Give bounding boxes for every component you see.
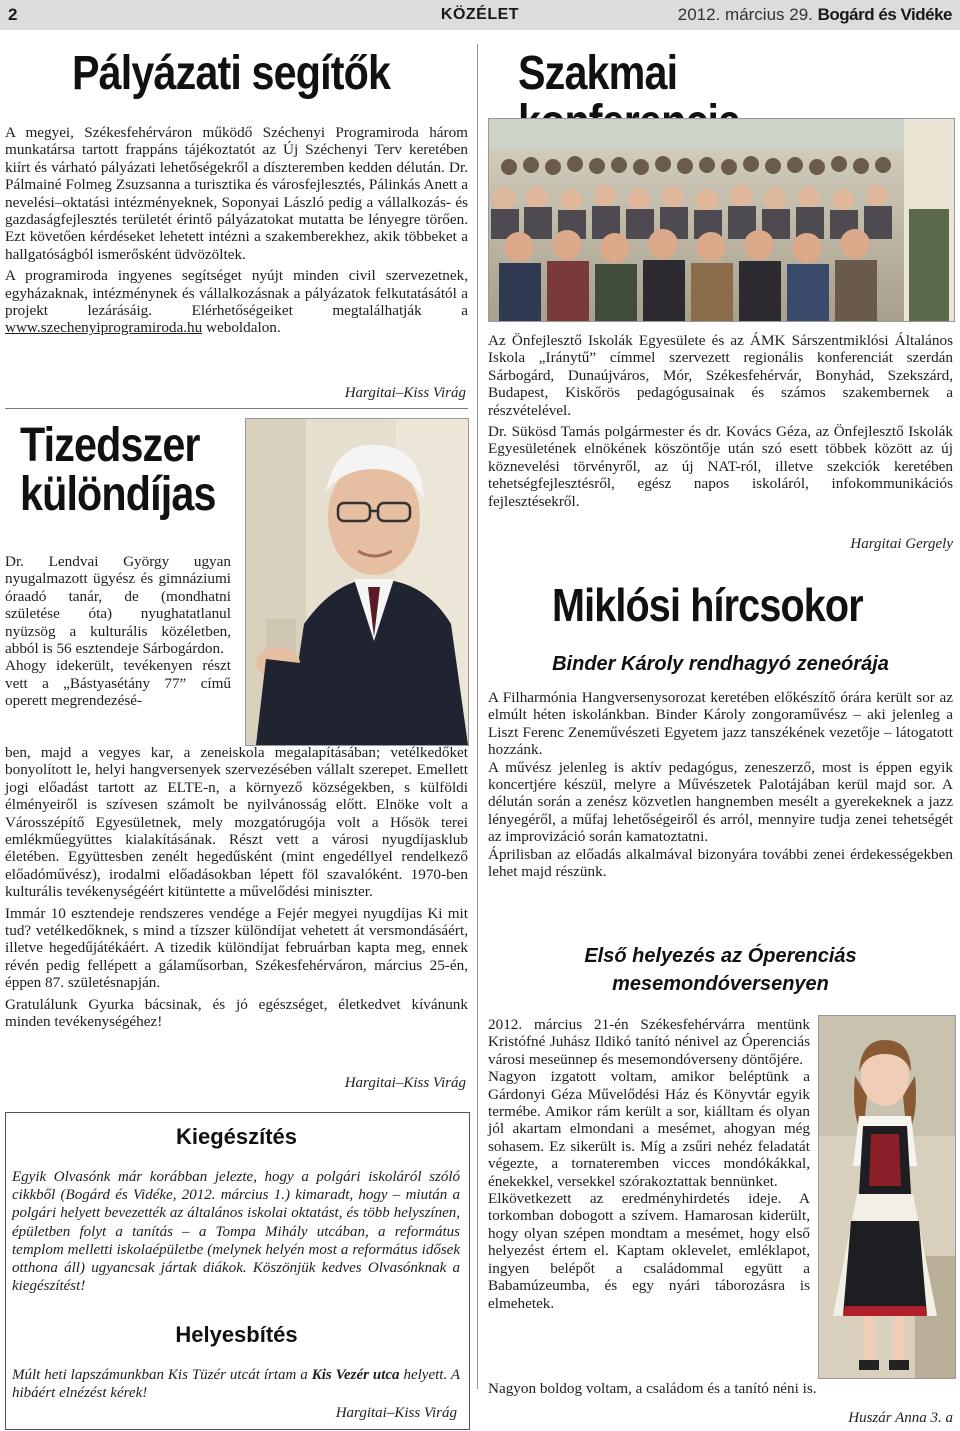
section-rule bbox=[5, 408, 468, 409]
article-body-miklosi bbox=[488, 689, 953, 880]
paragraph: Ahogy idekerült, tevékenyen részt vett a „Bástyasétány 77” című operett megrendezésé- bbox=[5, 657, 231, 710]
author-byline: Hargitai–Kiss Virág bbox=[335, 1405, 457, 1421]
girl-photo bbox=[818, 1015, 956, 1379]
portrait-image bbox=[246, 419, 468, 745]
article-subtitle-binder: Binder Károly rendhagyó zeneórája bbox=[552, 653, 889, 675]
website-link[interactable]: www.szechenyiprogramiroda.hu bbox=[5, 319, 203, 337]
paragraph: Dr. Lendvai György ugyan nyugalmazott ügyész és gimnáziumi óraadó tanár, de (mondhatni születése óta) nyughatatlanul nyüzsög a kulturális közéletben, abból is 56 esztendeje Sárbogárdon. bbox=[5, 553, 231, 658]
paragraph: Dr. Sükösd Tamás polgármester és dr. Kovács Géza, az Önfejlesztő Iskolák Egyesületének elnökének köszöntője után szó esett többek között az új köznevelési törvényről, az új NAT-ról, illetve szekciók keretében tehetségfejlesztésről, egész napos iskoláról, infokommunikációs fejlesztésekről. bbox=[488, 423, 953, 510]
audience-image bbox=[489, 119, 954, 321]
article-title-palyazati: Pályázati segítők bbox=[72, 47, 391, 100]
paragraph: Gratulálunk Gyurka bácsinak, és jó egészséget, életkedvet kívánunk minden tevékenységéhez! bbox=[5, 995, 468, 1031]
box-text-kiegeszites: Egyik Olvasónk már korábban jelezte, hogy a polgári iskoláról szóló cikkből (Bogárd és Vidéke, 2012. március 1.) kimaradt, hogy – miután a polgári helyett bevezették az általános iskolai oktatást, és több helyszínen, épületben folyt a tanítás – a Tompa Mihály utcában, a református templom melletti iskolaépületbe (melynek helyén most a református idősek otthona áll) ugyancsak jártak diákok. Köszönjük kedves Olvasónknak a kiegészítést! bbox=[12, 1169, 460, 1295]
paragraph: Nagyon boldog voltam, a családom és a tanító néni is. bbox=[488, 1380, 817, 1397]
portrait-photo bbox=[245, 418, 469, 746]
paragraph: ben, majd a vegyes kar, a zeneiskola megalapításában; vetélkedőket bonyolított le, helyi hangversenyek szervezésében vállalt szerepet. Emellett jogi előadást tartott az ELTE-n, a környező községekben, s külföldi élményeiről is szívesen számolt be nyilvánosság előtt. Elnöke volt a Városszépítő Egyesületnek, mely mozgatórugója volt a Hősök terei emlékműegyüttes kialakításának. Részt vett a városi nyugdíjasklub életében. Együttesben zenélt hegedűsként (mint engedéllyel rendelkező előadóművész), irodalmi előadásokban lépett föl szavalóként. 1970-ben kulturális tevékenységéért kitüntette a művelődési miniszter. bbox=[5, 744, 468, 901]
box-title-helyesbites: Helyesbítés bbox=[175, 1322, 298, 1347]
corrected-street-name: Kis Vezér utca bbox=[311, 1367, 400, 1383]
paragraph: Áprilisban az előadás alkalmával bizonyára további zenei érdekességekben lehet majd részünk. bbox=[488, 845, 953, 881]
article-body-elso-helyezes bbox=[488, 1016, 810, 1312]
issue-date: 2012. március 29. bbox=[677, 5, 813, 24]
article-body-tizedszer-narrow bbox=[5, 553, 231, 710]
paper-name: Bogárd és Vidéke bbox=[817, 5, 952, 24]
article-title-miklosi: Miklósi hírcsokor bbox=[552, 579, 863, 631]
paragraph: Elkövetkezett az eredményhirdetés ideje. A torkomban dobogott a szívem. Hamarosan kiderült, hogy olyan szépen mondtam a mesémet, hogy első helyezést értem el. Kaptam oklevelet, emléklapot, ingyen belépőt a családommal együtt a Babamúzeumba, és egy nyári táborozásra is elmehetek. bbox=[488, 1190, 810, 1312]
article-body-elso-helyezes-end bbox=[488, 1380, 953, 1397]
page-header bbox=[0, 0, 960, 30]
author-byline: Hargitai Gergely bbox=[850, 536, 953, 552]
page-number: 2 bbox=[8, 5, 18, 24]
header-right bbox=[678, 5, 952, 25]
girl-in-folk-costume-image bbox=[819, 1016, 955, 1378]
paragraph: Immár 10 esztendeje rendszeres vendége a Fejér megyei nyugdíjas Ki mit tud? vetélkedőknek, s mind a tízszer különdíjat vehetett át versmondásáért, illetve hegedűjátékáért. A tizedik különdíjat februárban kapta meg, ennek révén pedig fellépett a gálaműsorban, Székesfehérváron, március 25-én, éppen 87. születésnapján. bbox=[5, 904, 468, 992]
column-divider bbox=[477, 44, 478, 1389]
article-body-palyazati bbox=[5, 124, 468, 337]
article-body-szakmai bbox=[488, 332, 953, 510]
article-title-szakmai: Szakmai bbox=[518, 47, 678, 100]
paragraph: Az Önfejlesztő Iskolák Egyesülete és az ÁMK Sárszentmiklósi Általános Iskola „Iránytű” címmel szervezett regionális konferenciát szerdán Sárbogárd, Dunaújváros, Mór, Székesfehérvár, Bonyhád, Szekszárd, Budapest, Kiskőrös pedagógusainak és számos szakembernek a részvételével. bbox=[488, 332, 953, 419]
box-title-kiegeszites: Kiegészítés bbox=[175, 1124, 298, 1149]
author-byline: Hargitai–Kiss Virág bbox=[344, 1075, 466, 1091]
paragraph: A programiroda ingyenes segítséget nyújt minden civil szervezetnek, egyházaknak, intézménynek és vállalkozásnak a pályázatok felkutatásától a projekt lezárásáig. Elérhetőségeiket megtalálhatják a www.szechenyiprogramiroda.hu weboldalon. bbox=[5, 267, 468, 337]
author-byline: Hargitai–Kiss Virág bbox=[344, 385, 466, 401]
box-text-helyesbites: Múlt heti lapszámunkban Kis Tüzér utcát írtam a Kis Vezér utca helyett. A hibáért elnézést kérek! bbox=[12, 1367, 460, 1402]
article-body-tizedszer bbox=[5, 744, 468, 1031]
paragraph: A megyei, Székesfehérváron működő Széchenyi Programiroda három munkatársa tartott frappáns tájékoztatót az Új Széchenyi Terv keretében kiírt és várható pályázati lehetőségekről a díszteremben kedden délután. Dr. Pálmainé Folmeg Zsuzsanna a turisztika és városfejlesztés, Pálinkás Anett a nevelési–oktatási intézményeknek, Soponyai László pedig a vállalkozás- és gazdaságfejlesztés területét érintő pályázatokat mutatta be lényegre törően. Ezt követően kérdéseket lehetett intézni a szakemberekhez, akik többeket a hallgatóságból ismerősként üdvözöltek. bbox=[5, 124, 468, 263]
paragraph: A Filharmónia Hangversenysorozat keretében előkészítő órára került sor az elmúlt héten iskolánkban. Binder Károly zongoraművész – aki jelenleg a Liszt Ferenc Zeneművészeti Egyetem jazz tanszékének vezetője – látogatott hozzánk. bbox=[488, 689, 953, 759]
article-title-tizedszer: Tizedszer különdíjas bbox=[20, 419, 216, 521]
paragraph: A művész jelenleg is aktív pedagógus, zeneszerző, most is éppen egyik koncertjére készül, melyre a Művészetek Palotájában kerül majd sor. A délután során a zenész közvetlen hangnemben mesélt a gyerekeknek a jazz lényegéről, a műfaj lehetőségeiről és arról, mennyire tudja zenei tehetségét az improvizáció során kamatoztatni. bbox=[488, 758, 953, 846]
section-title: KÖZÉLET bbox=[440, 6, 520, 23]
author-byline: Huszár Anna 3. a bbox=[848, 1410, 953, 1426]
paragraph: Nagyon izgatott voltam, amikor beléptünk a Gárdonyi Géza Művelődési Ház és Könyvtár egyik termébe. Amikor rám került a sor, kiálltam és olyan jól akartam elmondani a mesémet, ahogyan még sohasem. Ez sikerült is. Míg a zsűri nehéz feladatát végezte, a tornateremben vicces mondókákkal, énekekkel, versekkel szórakoztattak bennünket. bbox=[488, 1068, 810, 1190]
paragraph: 2012. március 21-én Székesfehérvárra mentünk Kristófné Juhász Ildikó tanító nénivel az Óperenciás városi meseünnep és mesemondóverseny döntőjére. bbox=[488, 1016, 810, 1068]
conference-photo bbox=[488, 118, 955, 322]
article-title-elso-helyezes: Első helyezés az Óperenciás mesemondóversenyen bbox=[584, 945, 857, 995]
